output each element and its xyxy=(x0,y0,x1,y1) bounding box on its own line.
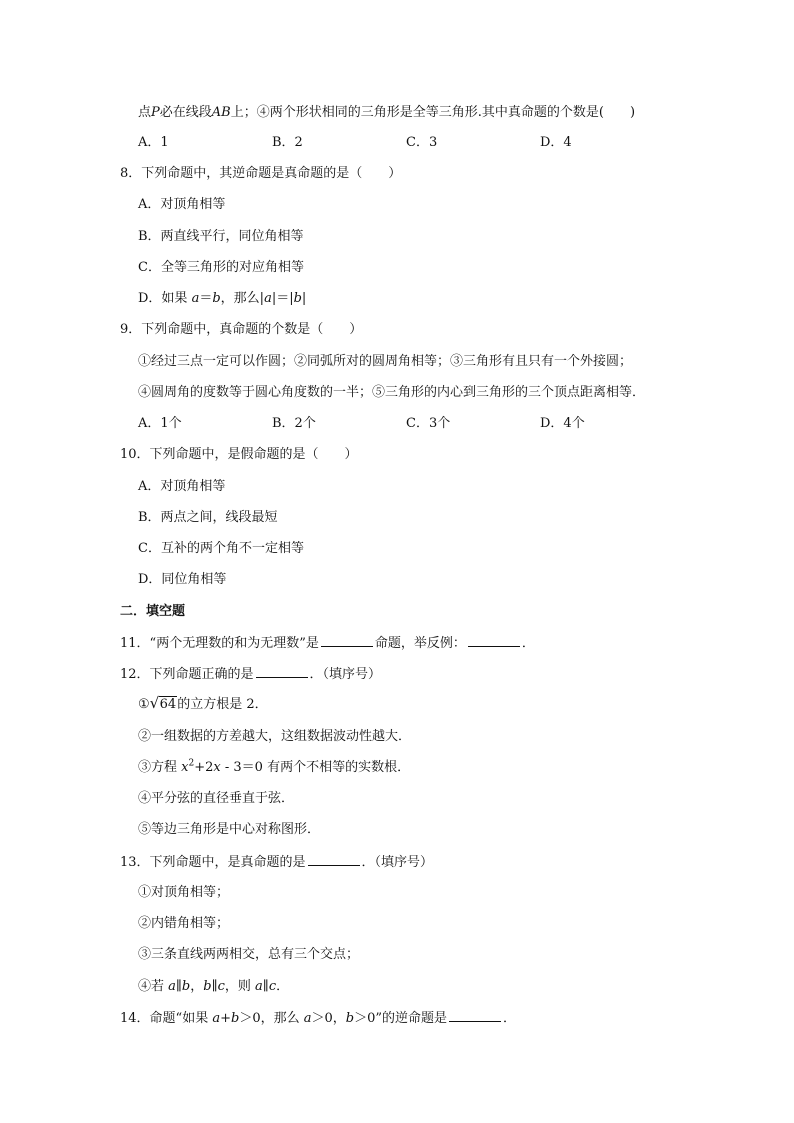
text: ∥ xyxy=(262,979,269,994)
var: b xyxy=(231,1011,240,1026)
text: + xyxy=(220,1011,231,1026)
var: x xyxy=(213,760,221,775)
q11 xyxy=(120,634,535,653)
var: b xyxy=(181,979,191,994)
text: 命题，举反例： xyxy=(374,636,466,651)
q13-item-3: ③三条直线两两相交，总有三个交点； xyxy=(138,947,360,962)
text: 12．下列命题正确的是 xyxy=(120,667,254,682)
var: a xyxy=(303,1011,312,1026)
q9-option-a: A．1个 xyxy=(138,416,182,431)
q12-stem xyxy=(120,665,381,684)
text: ③方程 xyxy=(138,760,182,775)
text: ．（填序号） xyxy=(309,667,382,682)
answer-blank[interactable] xyxy=(308,853,360,866)
answer-blank[interactable] xyxy=(256,665,308,678)
text: ＞0，那么 xyxy=(239,1011,304,1026)
text: 点 xyxy=(138,105,152,120)
q10-option-a: A．对顶角相等 xyxy=(138,479,226,494)
text: ． xyxy=(521,636,535,651)
q12-item-2: ②一组数据的方差越大，这组数据波动性越大． xyxy=(138,729,412,744)
var: x xyxy=(181,760,189,775)
text: ，则 xyxy=(224,979,256,994)
text: ，那么| xyxy=(220,291,265,306)
text: 13．下列命题中，是真命题的是 xyxy=(120,855,306,870)
var: AB xyxy=(211,105,231,120)
q7-option-d: D．4 xyxy=(540,135,572,150)
var: a xyxy=(255,979,263,994)
text: ． xyxy=(276,979,290,994)
radicand: 64 xyxy=(159,697,177,712)
q8-option-b: B．两直线平行，同位角相等 xyxy=(138,229,304,244)
q10-option-c: C．互补的两个角不一定相等 xyxy=(138,541,304,556)
q10-option-d: D．同位角相等 xyxy=(138,572,227,587)
text: 的立方根是 2． xyxy=(177,697,268,712)
q9-option-c: C．3个 xyxy=(406,416,451,431)
q7-option-a: A．1 xyxy=(138,135,169,150)
q9-option-b: B．2个 xyxy=(272,416,316,431)
var: c xyxy=(217,979,225,994)
var: a xyxy=(168,979,176,994)
text: |＝| xyxy=(271,291,294,306)
text: 上；④两个形状相同的三角形是全等三角形.其中真命题的个数是( ) xyxy=(230,105,636,120)
section-title-fill-in: 二．填空题 xyxy=(120,604,186,619)
q7-option-c: C．3 xyxy=(406,135,438,150)
text: - 3＝0 有两个不相等的实数根． xyxy=(220,760,411,775)
q10-option-b: B．两点之间，线段最短 xyxy=(138,510,278,525)
q10-stem: 10．下列命题中，是假命题的是（ ） xyxy=(120,447,358,462)
q12-item-1 xyxy=(138,696,268,714)
square-root xyxy=(150,696,178,714)
answer-blank[interactable] xyxy=(449,1009,501,1022)
var: P xyxy=(151,105,160,120)
q7-option-b: B．2 xyxy=(272,135,303,150)
q9-stem: 9．下列命题中，真命题的个数是（ ） xyxy=(120,322,363,337)
var: b xyxy=(293,291,302,306)
q8-option-d xyxy=(138,290,306,308)
q9-option-d: D．4个 xyxy=(540,416,585,431)
text: | xyxy=(301,291,307,306)
text: D．如果 xyxy=(138,291,192,306)
var: b xyxy=(203,979,212,994)
var: a xyxy=(212,1011,221,1026)
q9-options xyxy=(138,415,674,433)
q12-item-5: ⑤等边三角形是中心对称图形． xyxy=(138,822,321,837)
q9-statements-line1: ①经过三点一定可以作圆；②同弧所对的圆周角相等；③三角形有且只有一个外接圆； xyxy=(138,354,633,369)
q12-item-3 xyxy=(138,759,410,777)
text: ．（填序号） xyxy=(361,855,434,870)
var: b xyxy=(345,1011,355,1026)
text: 14．命题“如果 xyxy=(120,1011,213,1026)
q8-option-a: A．对顶角相等 xyxy=(138,197,226,212)
exponent: 2 xyxy=(188,758,195,769)
q8-option-c: C．全等三角形的对应角相等 xyxy=(138,260,304,275)
text: +2 xyxy=(194,760,214,775)
text: ＝ xyxy=(199,291,213,306)
text: ， xyxy=(190,979,204,994)
var: c xyxy=(268,979,277,994)
var: a xyxy=(191,291,200,306)
q13-item-1: ①对顶角相等； xyxy=(138,885,230,900)
q7-continuation xyxy=(138,104,635,122)
q7-options xyxy=(138,134,674,152)
text: 11．“两个无理数的和为无理数”是 xyxy=(120,636,319,651)
var: a xyxy=(264,291,272,306)
q14 xyxy=(120,1009,516,1028)
var: b xyxy=(212,291,221,306)
text: ④若 xyxy=(138,979,169,994)
q8-stem: 8．下列命题中，其逆命题是真命题的是（ ） xyxy=(120,166,402,181)
q13-item-4 xyxy=(138,978,289,996)
text: ． xyxy=(503,1011,517,1026)
q12-item-4: ④平分弦的直径垂直于弦． xyxy=(138,791,295,806)
answer-blank[interactable] xyxy=(321,634,373,647)
radical-sign: √ xyxy=(149,694,160,712)
q13-stem xyxy=(120,853,433,872)
q13-item-2: ②内错角相等； xyxy=(138,916,230,931)
text: ＞0， xyxy=(311,1011,346,1026)
text: ① xyxy=(138,697,150,712)
q9-statements-line2: ④圆周角的度数等于圆心角度数的一半；⑤三角形的内心到三角形的三个顶点距离相等． xyxy=(138,385,646,400)
text: 必在线段 xyxy=(159,105,212,120)
answer-blank[interactable] xyxy=(468,634,520,647)
text: ∥ xyxy=(211,979,218,994)
text: ∥ xyxy=(175,979,182,994)
text: ＞0”的逆命题是 xyxy=(354,1011,448,1026)
